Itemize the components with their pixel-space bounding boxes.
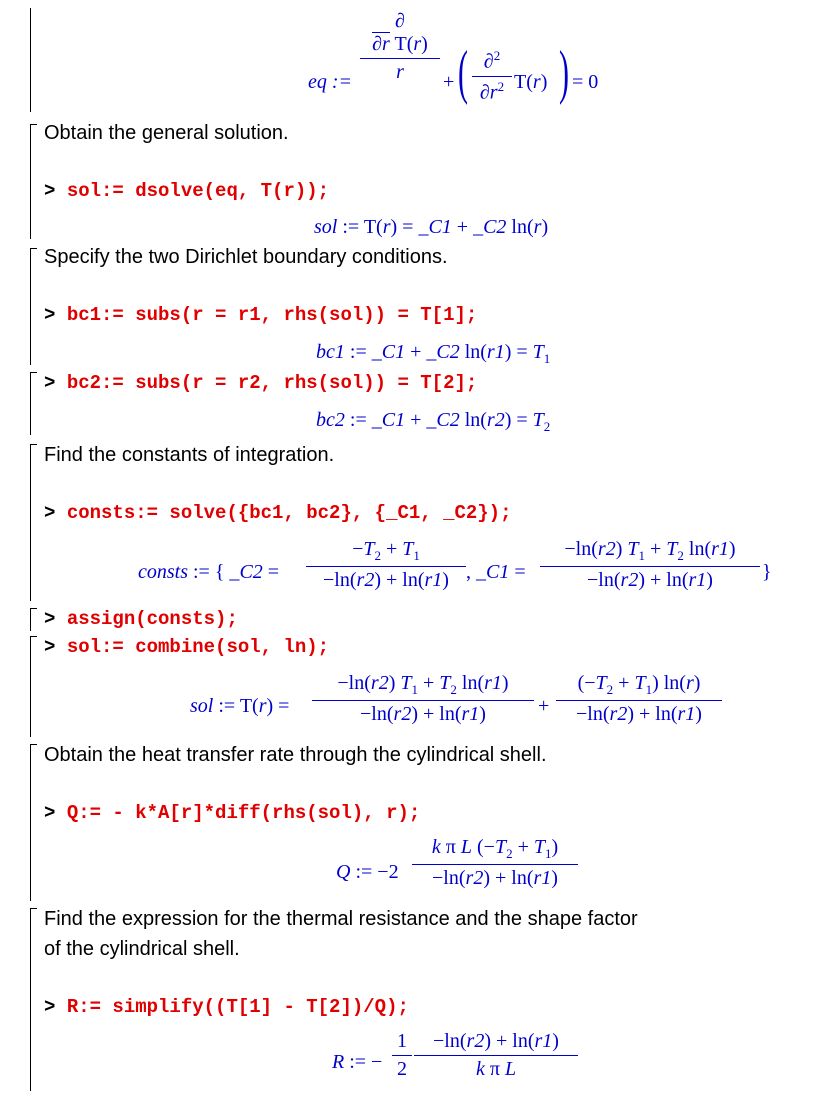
command-combine[interactable]: > sol:= combine(sol, ln); xyxy=(44,636,330,658)
text-thermal-resistance-1: Find the expression for the thermal resistance and the shape factor xyxy=(44,908,638,930)
command-solve[interactable]: > consts:= solve({bc1, bc2}, {_C1, _C2}); xyxy=(44,502,512,524)
text-dirichlet: Specify the two Dirichlet boundary conditions. xyxy=(44,246,448,268)
text-general-solution: Obtain the general solution. xyxy=(44,122,289,144)
command-q[interactable]: > Q:= - k*A[r]*diff(rhs(sol), r); xyxy=(44,802,421,824)
command-assign[interactable]: > assign(consts); xyxy=(44,608,238,630)
output-consts-end: } xyxy=(762,561,772,583)
eq-second-derivative: $\frac{\partial^2}{\partial r^2}$ xyxy=(472,48,512,104)
output-r-fraction: $\frac{-\ln(r2) + \ln(r1)}{\text{k π L}}$ xyxy=(414,1030,578,1081)
output-sol2-label: sol := T(r) = xyxy=(190,695,290,717)
eq-equals-zero: = 0 xyxy=(572,71,599,93)
group-bracket xyxy=(30,124,37,239)
eq-label: eq := xyxy=(308,71,353,93)
output-q-label: Q := −2 xyxy=(336,861,399,883)
group-bracket xyxy=(30,744,37,901)
group-bracket xyxy=(30,8,31,112)
group-bracket xyxy=(30,608,37,631)
output-bc1: bc1 := _C1 + _C2 $\ln(r1) = T_1$ xyxy=(316,341,551,366)
output-r-label: R := − xyxy=(332,1051,383,1073)
group-bracket xyxy=(30,248,37,365)
eq-T-of-r: T(r) xyxy=(514,71,548,93)
text-constants: Find the constants of integration. xyxy=(44,444,335,466)
output-sol1: sol := T(r) = _C1 + _C2 ln(r) xyxy=(314,216,549,238)
command-bc2[interactable]: > bc2:= subs(r = r2, rhs(sol)) = T[2]; xyxy=(44,372,478,394)
output-c1-label: , _C1 = xyxy=(466,561,526,583)
eq-fraction: ∂ ∂r T(r) r xyxy=(360,10,440,84)
command-dsolve[interactable]: > sol:= dsolve(eq, T(r)); xyxy=(44,180,330,202)
command-bc1[interactable]: > bc1:= subs(r = r1, rhs(sol)) = T[1]; xyxy=(44,304,478,326)
output-sol2-frac1: $\frac{-\ln(r2) T_1 + T_2 \ln(r1)}{-\ln(r2) + \ln(r1)}$ xyxy=(312,672,534,726)
eq-right-paren: ) xyxy=(558,39,569,105)
output-q-fraction: $\frac{k \pi L (-T_2 + T_1)}{-\ln(r2) + \ln(r1)}$ xyxy=(412,836,578,890)
group-bracket xyxy=(30,636,37,737)
group-bracket xyxy=(30,908,37,1091)
command-r[interactable]: > R:= simplify((T[1] - T[2])/Q); xyxy=(44,996,409,1018)
output-sol2-plus: + xyxy=(538,695,550,717)
output-c1-fraction: $\frac{-\ln(r2) T_1 + T_2 \ln(r1)}{-\ln(r2) + \ln(r1)}$ xyxy=(540,538,760,592)
output-r-half: $\frac{1}{2}$ xyxy=(392,1030,412,1081)
output-bc2: bc2 := _C1 + _C2 $\ln(r2) = T_2$ xyxy=(316,409,551,434)
text-heat-transfer: Obtain the heat transfer rate through the cylindrical shell. xyxy=(44,744,547,766)
output-c2-fraction: $\frac{-T_2 + T_1}{-\ln(r2) + \ln(r1)}$ xyxy=(306,538,466,592)
group-bracket xyxy=(30,372,37,435)
eq-left-paren: ( xyxy=(457,39,468,105)
eq-plus: + xyxy=(443,71,455,93)
output-sol2-frac2: $\frac{(-T_2 + T_1) \ln(r)}{-\ln(r2) + \ln(r1)}$ xyxy=(556,672,722,726)
text-thermal-resistance-2: of the cylindrical shell. xyxy=(44,938,240,960)
group-bracket xyxy=(30,444,37,601)
output-consts-label: consts := { _C2 = xyxy=(138,561,280,583)
